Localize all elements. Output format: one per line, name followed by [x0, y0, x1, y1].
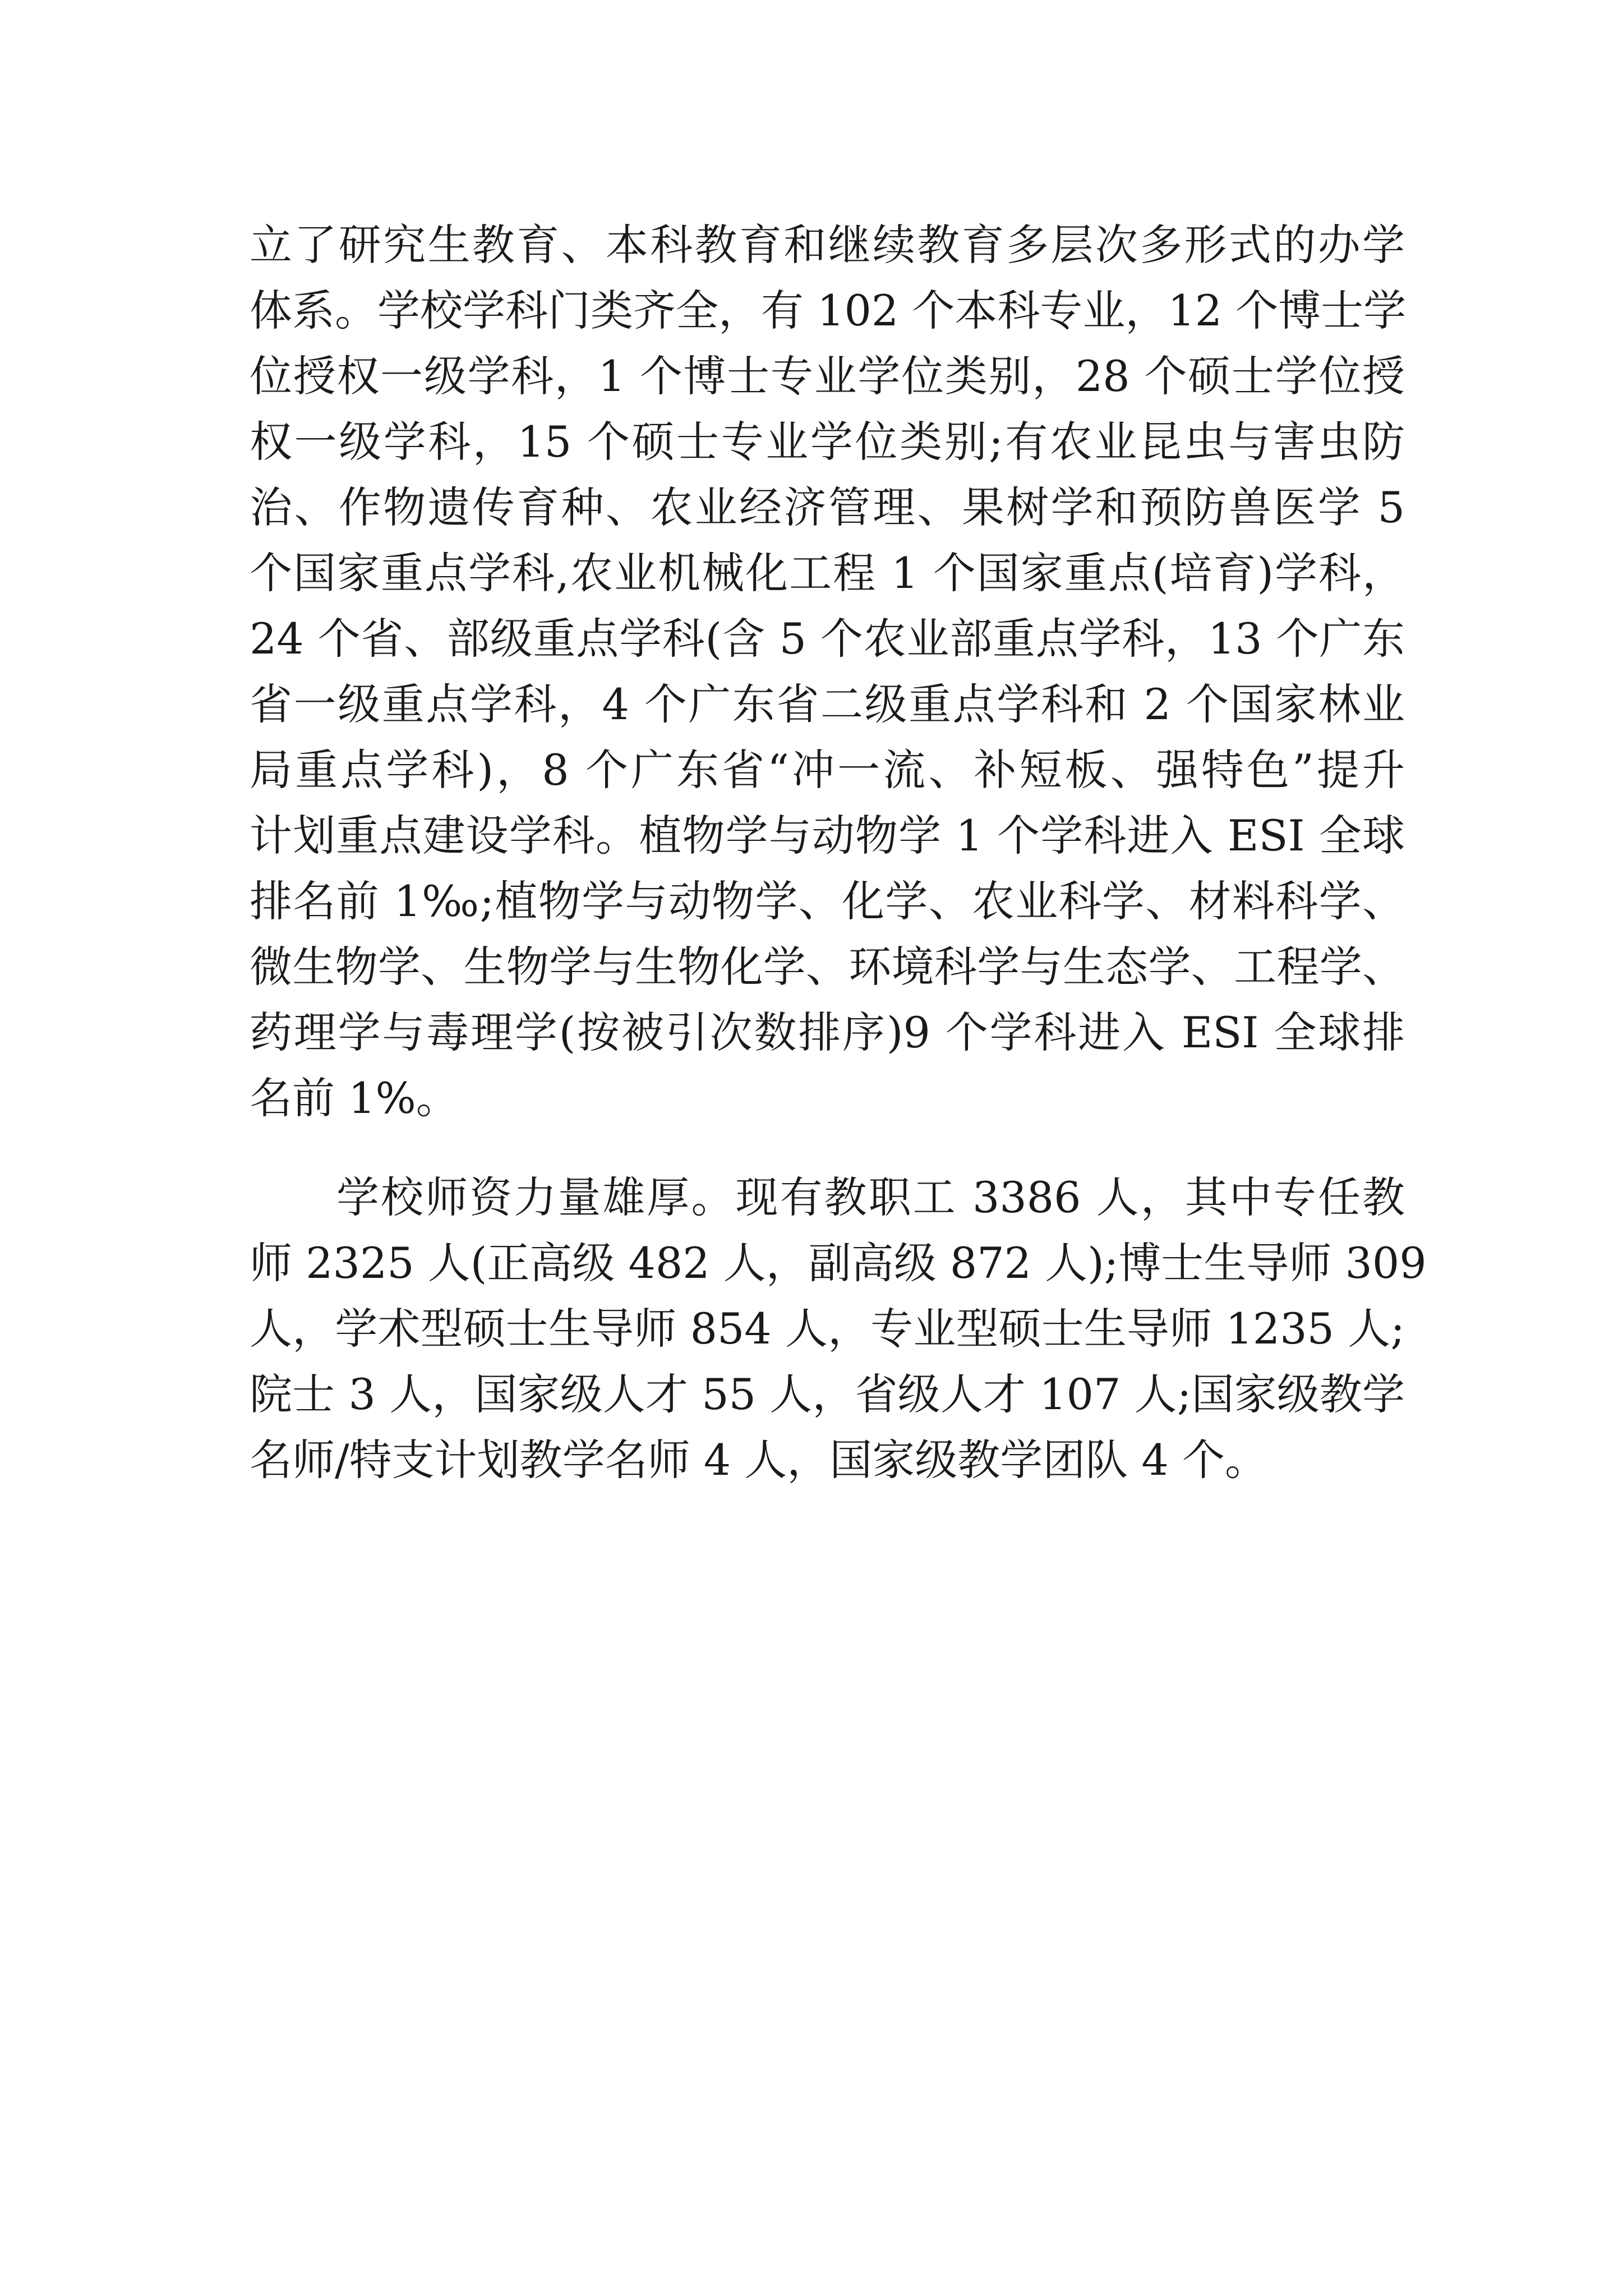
text-line: 院士 3 人，国家级人才 55 人，省级人才 107 人;国家级教学	[250, 1369, 1405, 1419]
text-line: 计划重点建设学科。植物学与动物学 1 个学科进入 ESI 全球	[250, 811, 1405, 861]
text-line: 治、作物遗传育种、农业经济管理、果树学和预防兽医学 5	[250, 482, 1405, 532]
text-line: 名师/特支计划教学名师 4 人，国家级教学团队 4 个。	[250, 1435, 1267, 1485]
text-line: 师 2325 人(正高级 482 人，副高级 872 人);博士生导师 309	[250, 1238, 1427, 1288]
text-line: 学校师资力量雄厚。现有教职工 3386 人，其中专任教	[336, 1172, 1405, 1222]
body-text	[250, 212, 1427, 1493]
text-line: 排名前 1‰;植物学与动物学、化学、农业科学、材料科学、	[250, 876, 1405, 926]
paragraph-spacer	[250, 1131, 1405, 1165]
text-line: 权一级学科，15 个硕士专业学位类别;有农业昆虫与害虫防	[250, 417, 1405, 467]
text-line: 名前 1%。	[250, 1073, 459, 1123]
text-line: 个国家重点学科,农业机械化工程 1 个国家重点(培育)学科，	[250, 548, 1405, 598]
paragraph-disciplines	[250, 212, 1405, 1131]
text-line: 局重点学科)，8 个广东省“冲一流、补短板、强特色”提升	[250, 745, 1405, 795]
text-line: 微生物学、生物学与生物化学、环境科学与生态学、工程学、	[250, 942, 1405, 992]
text-line: 24 个省、部级重点学科(含 5 个农业部重点学科，13 个广东	[250, 614, 1405, 664]
paragraph-faculty	[250, 1165, 1427, 1493]
text-line: 体系。学校学科门类齐全，有 102 个本科专业，12 个博士学	[250, 286, 1407, 335]
text-line: 药理学与毒理学(按被引次数排序)9 个学科进入 ESI 全球排	[250, 1007, 1405, 1057]
text-line: 人，学术型硕士生导师 854 人，专业型硕士生导师 1235 人;	[250, 1304, 1405, 1354]
text-line: 省一级重点学科，4 个广东省二级重点学科和 2 个国家林业	[250, 679, 1405, 729]
text-line: 位授权一级学科，1 个博士专业学位类别，28 个硕士学位授	[250, 351, 1405, 401]
text-line: 立了研究生教育、本科教育和继续教育多层次多形式的办学	[250, 220, 1405, 270]
